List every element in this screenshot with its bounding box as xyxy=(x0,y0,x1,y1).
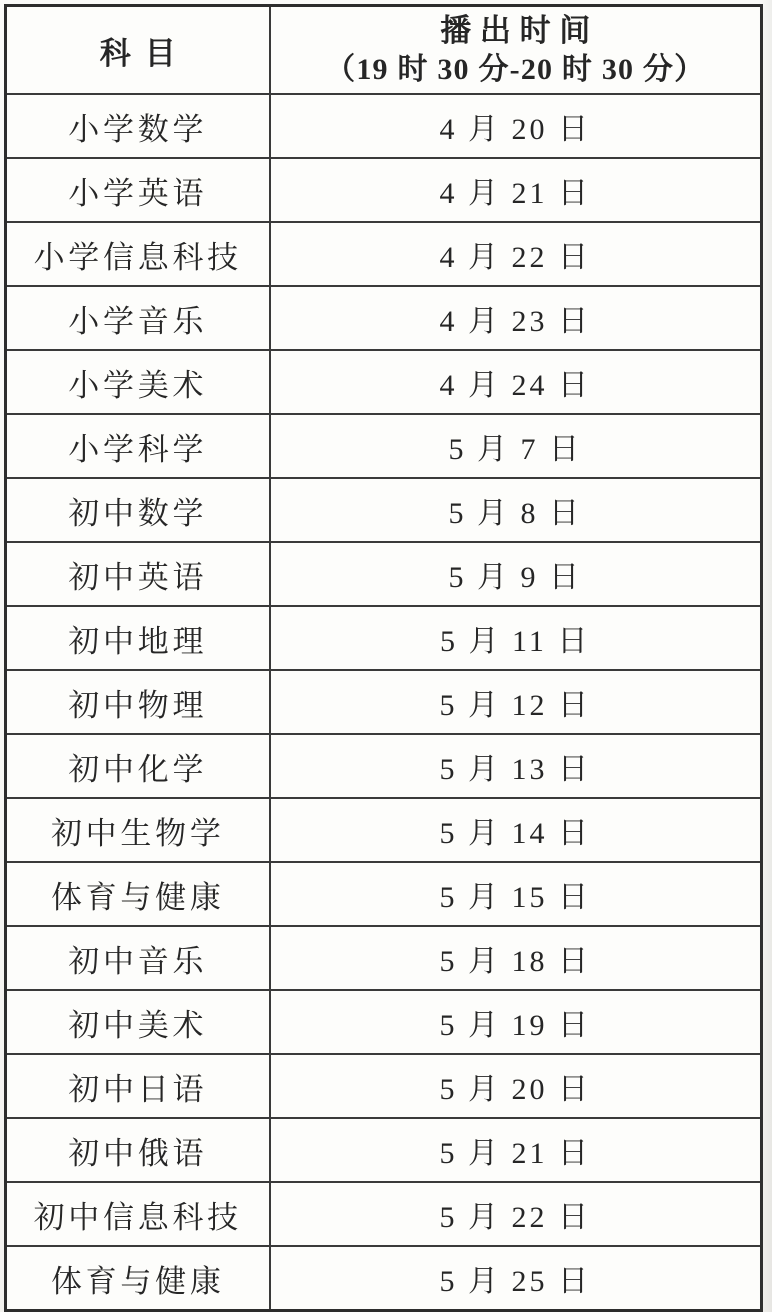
table-row xyxy=(6,606,762,670)
date-text: 5 月 15 日 xyxy=(439,881,591,914)
time-column-header-title: 播出时间 xyxy=(440,12,599,48)
subject-cell xyxy=(6,542,270,606)
table-row xyxy=(6,862,762,926)
table-row xyxy=(6,1118,762,1182)
date-cell xyxy=(270,862,762,926)
date-text: 5 月 12 日 xyxy=(439,689,591,722)
date-text: 5 月 9 日 xyxy=(448,561,582,594)
subject-cell xyxy=(6,158,270,222)
subject-cell xyxy=(6,990,270,1054)
date-text: 4 月 20 日 xyxy=(439,113,591,146)
subject-text: 初中美术 xyxy=(68,1007,208,1043)
subject-column-header xyxy=(6,6,270,95)
table-row xyxy=(6,350,762,414)
date-text: 4 月 23 日 xyxy=(439,305,591,338)
table-body xyxy=(6,94,762,1311)
date-cell xyxy=(270,542,762,606)
date-text: 5 月 14 日 xyxy=(439,817,591,850)
table-row xyxy=(6,734,762,798)
subject-text: 小学音乐 xyxy=(68,303,208,339)
subject-text: 初中信息科技 xyxy=(33,1199,242,1235)
subject-text: 小学科学 xyxy=(68,431,208,467)
subject-cell xyxy=(6,222,270,286)
date-cell xyxy=(270,222,762,286)
date-text: 4 月 24 日 xyxy=(439,369,591,402)
date-cell xyxy=(270,1182,762,1246)
table-row xyxy=(6,1246,762,1311)
subject-cell xyxy=(6,350,270,414)
date-cell xyxy=(270,414,762,478)
date-cell xyxy=(270,1054,762,1118)
table-header xyxy=(6,6,762,95)
subject-cell xyxy=(6,286,270,350)
date-text: 5 月 18 日 xyxy=(439,945,591,978)
subject-text: 小学美术 xyxy=(68,367,208,403)
date-text: 4 月 22 日 xyxy=(439,241,591,274)
subject-text: 初中俄语 xyxy=(68,1135,208,1171)
subject-cell xyxy=(6,926,270,990)
table-row xyxy=(6,1054,762,1118)
table-row xyxy=(6,478,762,542)
date-text: 5 月 25 日 xyxy=(439,1265,591,1298)
date-cell xyxy=(270,734,762,798)
subject-cell xyxy=(6,1182,270,1246)
table-row xyxy=(6,542,762,606)
date-text: 5 月 13 日 xyxy=(439,753,591,786)
table-row xyxy=(6,414,762,478)
subject-text: 初中物理 xyxy=(68,687,208,723)
date-cell xyxy=(270,670,762,734)
subject-cell xyxy=(6,862,270,926)
subject-cell xyxy=(6,1054,270,1118)
subject-text: 小学信息科技 xyxy=(33,239,242,275)
subject-cell xyxy=(6,414,270,478)
broadcast-schedule-table xyxy=(4,4,763,1312)
subject-text: 初中地理 xyxy=(68,623,208,659)
table-row xyxy=(6,798,762,862)
date-cell xyxy=(270,926,762,990)
subject-cell xyxy=(6,478,270,542)
subject-text: 初中生物学 xyxy=(50,815,225,851)
subject-cell xyxy=(6,798,270,862)
date-text: 5 月 20 日 xyxy=(439,1073,591,1106)
subject-cell xyxy=(6,94,270,158)
table-row xyxy=(6,1182,762,1246)
date-cell xyxy=(270,1246,762,1311)
date-cell xyxy=(270,286,762,350)
subject-text: 初中英语 xyxy=(68,559,208,595)
date-text: 5 月 11 日 xyxy=(440,625,591,658)
subject-text: 初中音乐 xyxy=(68,943,208,979)
subject-text: 初中日语 xyxy=(68,1071,208,1107)
table-row xyxy=(6,990,762,1054)
subject-text: 初中化学 xyxy=(68,751,208,787)
table-row xyxy=(6,94,762,158)
table-row xyxy=(6,670,762,734)
subject-text: 小学英语 xyxy=(68,175,208,211)
table-row xyxy=(6,222,762,286)
table-row xyxy=(6,286,762,350)
date-cell xyxy=(270,990,762,1054)
subject-cell xyxy=(6,670,270,734)
subject-column-header-label: 科目 xyxy=(99,35,190,71)
subject-text: 体育与健康 xyxy=(50,879,225,915)
subject-text: 初中数学 xyxy=(68,495,208,531)
date-cell xyxy=(270,1118,762,1182)
date-cell xyxy=(270,158,762,222)
date-text: 5 月 22 日 xyxy=(439,1201,591,1234)
date-text: 5 月 19 日 xyxy=(439,1009,591,1042)
table-row xyxy=(6,158,762,222)
subject-cell xyxy=(6,734,270,798)
date-cell xyxy=(270,606,762,670)
header-row xyxy=(6,6,762,95)
time-column-header xyxy=(270,6,762,95)
date-text: 5 月 7 日 xyxy=(448,433,582,466)
date-cell xyxy=(270,478,762,542)
subject-text: 小学数学 xyxy=(68,111,208,147)
date-text: 5 月 21 日 xyxy=(439,1137,591,1170)
table-row xyxy=(6,926,762,990)
date-text: 5 月 8 日 xyxy=(448,497,582,530)
subject-text: 体育与健康 xyxy=(50,1263,225,1299)
date-cell xyxy=(270,94,762,158)
date-text: 4 月 21 日 xyxy=(439,177,591,210)
subject-cell xyxy=(6,1246,270,1311)
date-cell xyxy=(270,350,762,414)
date-cell xyxy=(270,798,762,862)
subject-cell xyxy=(6,1118,270,1182)
time-column-header-range: （19 时 30 分-20 时 30 分） xyxy=(325,52,706,86)
subject-cell xyxy=(6,606,270,670)
